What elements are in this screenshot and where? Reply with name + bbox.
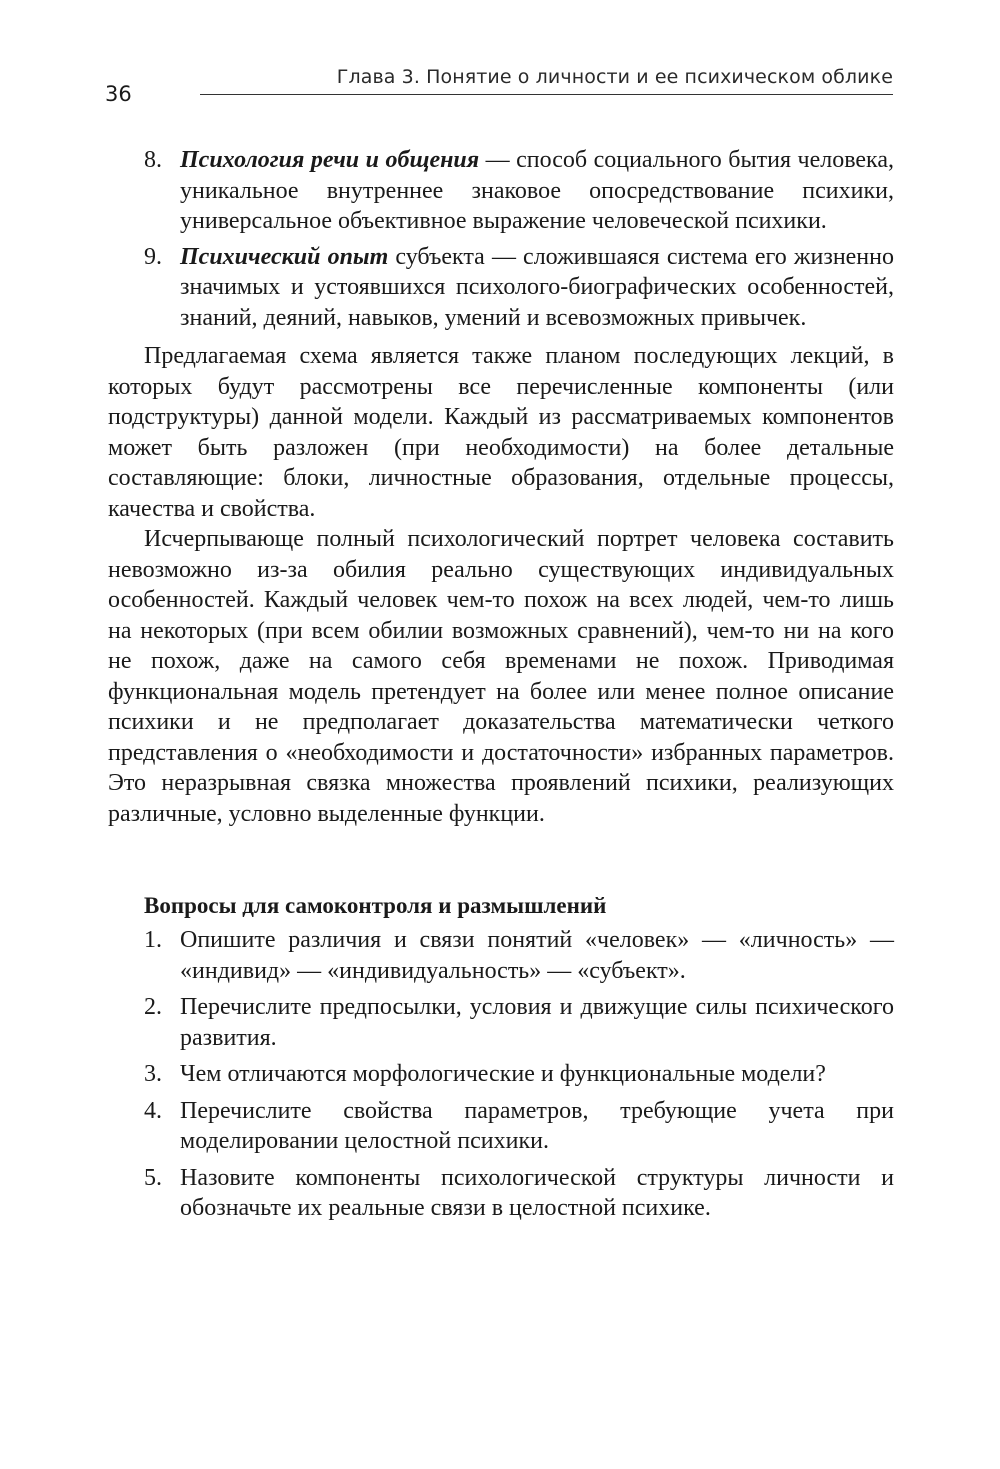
definition-text: субъекта — сложившаяся система его жизненно значимых и устоявшихся психолого-биографических особенностей, знаний, деяний, навыков, умений и всевозможных привычек. xyxy=(180,243,894,331)
page-number: 36 xyxy=(105,82,132,106)
section-heading: Вопросы для самоконтроля и размышлений xyxy=(144,893,607,918)
item-number: 3. xyxy=(144,1061,162,1087)
body-paragraph: Исчерпывающе полный психологический портрет человека составить невозможно из-за обилия реально существующих индивидуальных особенностей. Каждый человек чем-то похож на всех людей, чем-то лишь на некоторых (при всем обилии возможных сравнений), чем-то ни на кого не похож, даже на самого себя временами не похож. Приводимая функциональная модель претендует на более или менее полное описание психики и не предполагает доказательства математически четкого представления о «необходимости и достаточности» избранных параметров. Это неразрывная связка множества проявлений психики, реализующих различные, условно выделенные функции. xyxy=(108,526,894,827)
item-number: 9. xyxy=(144,243,162,270)
item-number: 1. xyxy=(144,927,162,953)
list-item xyxy=(108,242,894,334)
question-text: Чем отличаются морфологические и функциональные модели? xyxy=(180,1061,826,1087)
definition-text: — способ социального бытия человека, уникальное внутреннее знаковое опосредствование психики, универсальное объективное выражение человеческой психики. xyxy=(180,147,894,234)
running-header: Глава 3. Понятие о личности и ее психическом облике xyxy=(200,66,893,95)
item-number: 2. xyxy=(144,994,162,1020)
definition-term: Психология речи и общения xyxy=(180,147,480,173)
list-item xyxy=(108,1059,894,1090)
list-item xyxy=(108,925,894,986)
question-text: Перечислите предпосылки, условия и движущие силы психического развития. xyxy=(180,994,894,1051)
list-item xyxy=(108,145,894,237)
question-text: Назовите компоненты психологической структуры личности и обозначьте их реальные связи в целостной психике. xyxy=(180,1164,894,1221)
question-text: Перечислите свойства параметров, требующие учета при моделировании целостной психики. xyxy=(180,1097,894,1154)
item-number: 8. xyxy=(144,147,162,173)
definition-term: Психический опыт xyxy=(180,243,389,270)
item-number: 5. xyxy=(144,1164,162,1191)
list-item xyxy=(108,1096,894,1157)
body-paragraph: Предлагаемая схема является также планом последующих лекций, в которых будут рассмотрены все перечисленные компоненты (или подструктуры) данной модели. Каждый из рассматриваемых компонентов может быть разложен (при необходимости) на более детальные составляющие: блоки, личностные образования, отдельные процессы, качества и свойства. xyxy=(108,343,894,522)
list-item xyxy=(108,1163,894,1224)
definition-list xyxy=(108,145,894,333)
question-text: Опишите различия и связи понятий «человек» — «личность» — «индивид» — «индивидуальность» — «субъект». xyxy=(180,927,894,984)
item-number: 4. xyxy=(144,1097,162,1124)
list-item xyxy=(108,992,894,1053)
questions-list xyxy=(108,925,894,1224)
page-content xyxy=(108,145,894,1230)
